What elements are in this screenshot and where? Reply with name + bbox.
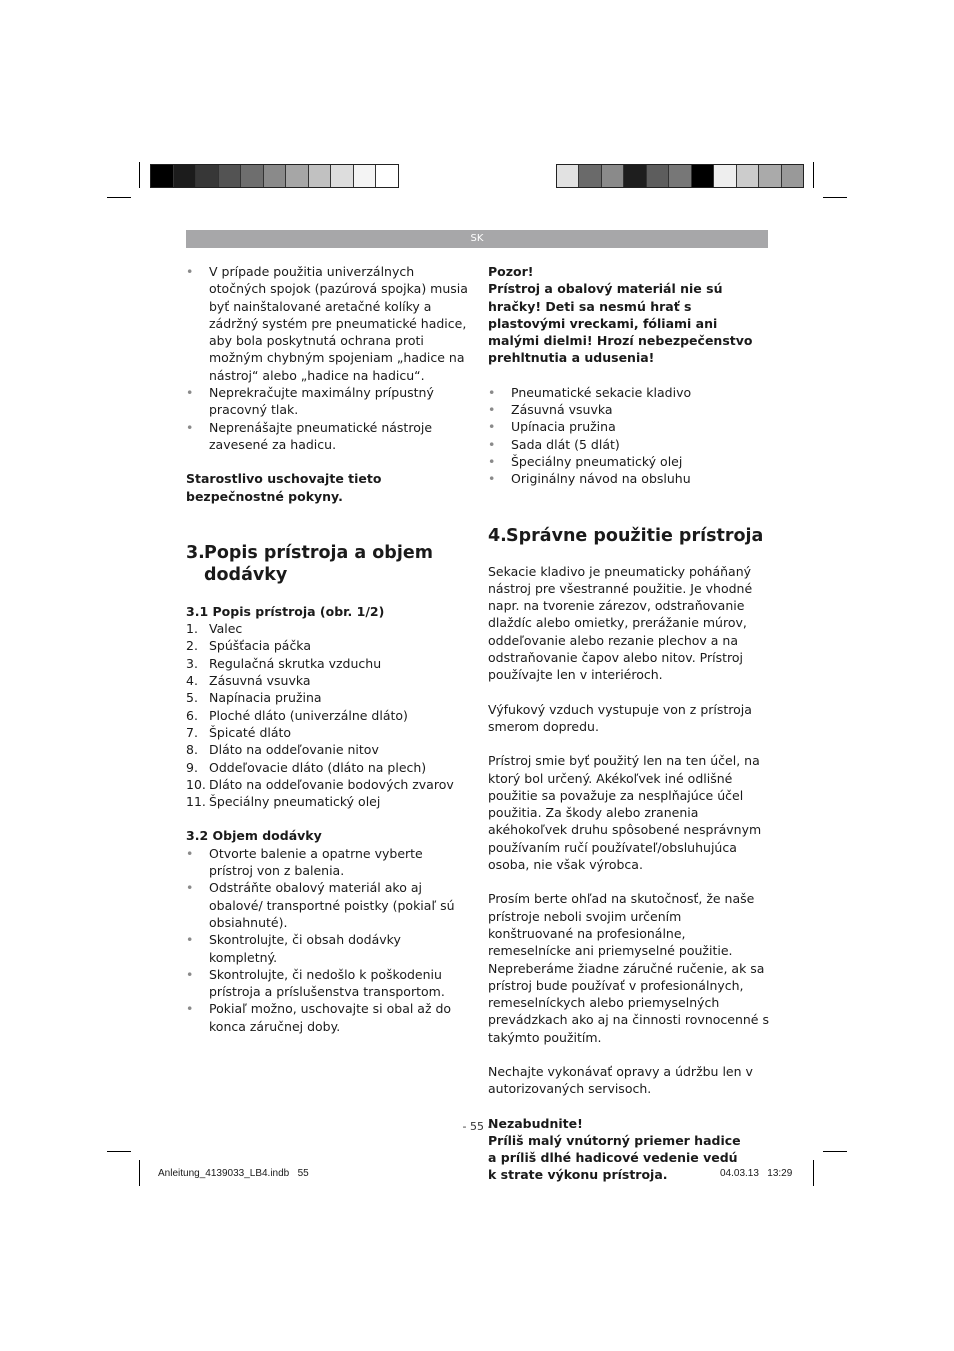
item-text: Špicaté dláto [209,724,292,740]
color-swatch [331,165,354,187]
paragraph: Prosím berte ohľad na skutočnosť, že naše prístroje neboli svojim určením konštruované na profesionálne, remeselnícke ani priemyselné použitie. Nepreberáme žiadne záručné ručenie, ak sa prístroj bude používať v profesionálnych, remeselníckych alebo priemyselných prevádzkach ako aj na činnosti rovnocenné s takýmto použitím. [488,891,769,1045]
warning-title: Pozor! [488,264,534,279]
list-item: • Pokiaľ možno, uschovajte si obal až do konca záručnej doby. [186,1000,468,1035]
color-swatch [376,165,398,187]
item-number: 4. [186,673,198,689]
color-swatch [579,165,601,187]
color-swatch [692,165,714,187]
item-text: Oddeľovacie dláto (dláto na plech) [209,759,427,775]
page-number: - 55 - [462,1120,492,1133]
paragraph: Výfukový vzduch vystupuje von z prístroja smerom dopredu. [488,701,752,734]
right-column [488,263,770,1184]
list-item [186,620,468,637]
note-line: Príliš malý vnútorný priemer hadice [488,1132,741,1148]
item-number: 2. [186,638,198,654]
list-item: • Neprenášajte pneumatické nástroje zavesené za hadicu. [186,419,468,454]
list-item [186,707,468,724]
color-swatch [309,165,332,187]
item-text: Regulačná skrutka vzduchu [209,655,382,671]
color-swatch [737,165,759,187]
crop-mark [139,1160,140,1186]
footer-filename: Anleitung_4139033_LB4.indb 55 [158,1168,309,1179]
crop-mark [813,162,814,188]
item-text: Napínacia pružina [209,690,322,706]
list-item: • Neprekračujte maximálny prípustný pracovný tlak. [186,384,468,419]
color-swatch [759,165,781,187]
warning-text: Prístroj a obalový materiál nie sú hračky! Deti sa nesmú hrať s plastovými vreckami, fóliami ani malými dielmi! Hrozí nebezpečenstvo prehltnutia a udusenia! [488,281,753,366]
item-text: Špeciálny pneumatický olej [209,794,381,810]
color-swatch [219,165,242,187]
color-swatch [151,165,174,187]
crop-mark [823,197,847,198]
crop-mark [107,197,131,198]
color-swatch [669,165,691,187]
language-header: SK [186,230,768,248]
item-text: Dláto na oddeľovanie bodových zvarov [209,776,454,792]
color-swatch [264,165,287,187]
list-item: • Otvorte balenie a opatrne vyberte prístroj von z balenia. [186,845,468,880]
list-item: • V prípade použitia univerzálnych otočných spojok (pazúrová spojka) musia byť nainštalované aretačné kolíky a zádržný systém pre pneumatické hadice, aby bola poskytnutá ochrana proti možným chybným spojeniam „hadice na nástroj“ alebo „hadice na hadicu“. [186,263,468,384]
item-text: Spúšťacia páčka [209,638,311,654]
color-swatch [196,165,219,187]
list-item [186,672,468,689]
list-item: • Originálny návod na obsluhu [488,470,770,487]
item-text: Zásuvná vsuvka [209,673,311,689]
delivery-bullets [186,845,468,1035]
section-title-cont: dodávky [204,564,288,585]
paragraph: Nechajte vykonávať opravy a údržbu len v autorizovaných servisoch. [488,1063,753,1097]
section-number: 3. [186,542,205,563]
color-swatch [286,165,309,187]
color-swatch [647,165,669,187]
list-item [186,776,468,793]
item-number: 8. [186,742,198,758]
footer-date: 04.03.13 13:29 [720,1168,793,1179]
section-title: Správne použitie prístroja [506,525,764,546]
subsection-3-1-heading: 3.1 Popis prístroja (obr. 1/2) [186,603,385,619]
section-4-heading [488,525,770,547]
color-swatch [602,165,624,187]
crop-mark [107,1151,131,1152]
color-bar-left [150,164,399,188]
item-number: 11. [186,794,206,810]
item-number: 10. [186,776,206,792]
list-item: • Špeciálny pneumatický olej [488,453,770,470]
color-swatch [782,165,803,187]
note-line: a príliš dlhé hadicové vedenie vedú [488,1150,738,1166]
color-swatch [354,165,377,187]
color-swatch [241,165,264,187]
paragraph: Prístroj smie byť použitý len na ten účel, na ktorý bol určený. Akékoľvek iné odlišné použitie sa považuje za nesplňajúce účel použitia. Za škody alebo zranenia akéhokoľvek druhu spôsobené nesprávnym používaním ručí používateľ/obsluhujúca osoba, nie však výrobca. [488,753,762,873]
section-number: 4. [488,525,507,546]
crop-mark [823,1151,847,1152]
crop-mark [139,162,140,188]
crop-mark [813,1160,814,1186]
contents-list [488,384,770,488]
keep-instructions-note: Starostlivo uschovajte tieto bezpečnostné pokyny. [186,471,382,504]
color-swatch [557,165,579,187]
item-text: Ploché dláto (univerzálne dláto) [209,707,408,723]
list-item [186,793,468,810]
item-number: 5. [186,690,198,706]
list-item [186,637,468,654]
item-number: 7. [186,724,198,740]
color-swatch [174,165,197,187]
color-swatch [714,165,736,187]
list-item: • Upínacia pružina [488,418,770,435]
item-text: Dláto na oddeľovanie nitov [209,742,379,758]
safety-bullets [186,263,468,453]
item-number: 9. [186,759,198,775]
color-bar-right [556,164,804,188]
list-item: • Skontrolujte, či obsah dodávky kompletný. [186,931,468,966]
color-swatch [624,165,646,187]
item-text: Valec [209,621,243,637]
paragraph: Sekacie kladivo je pneumaticky poháňaný nástroj pre všestranné použitie. Je vhodné napr. na tvorenie zárezov, odstraňovanie dlaždíc alebo omietky, prerážanie múrov, oddeľovanie alebo rezanie plechov a na odstraňovanie čapov alebo nitov. Prístroj používajte len v interiéroch. [488,563,753,683]
note-title: Nezabudnite! [488,1115,583,1131]
list-item [186,741,468,758]
list-item [186,689,468,706]
list-item [186,724,468,741]
section-3-heading [186,542,468,586]
note-line: k strate výkonu prístroja. [488,1167,668,1183]
item-number: 1. [186,621,198,637]
left-column [186,263,468,1035]
list-item [186,759,468,776]
section-title: Popis prístroja a objem [204,542,433,563]
list-item: • Pneumatické sekacie kladivo [488,384,770,401]
list-item: • Skontrolujte, či nedošlo k poškodeniu prístroja a príslušenstva transportom. [186,966,468,1001]
list-item: • Sada dlát (5 dlát) [488,436,770,453]
item-number: 6. [186,707,198,723]
subsection-3-2-heading: 3.2 Objem dodávky [186,828,322,844]
list-item: • Zásuvná vsuvka [488,401,770,418]
list-item: • Odstráňte obalový materiál ako aj obalové/ transportné poistky (pokiaľ sú obsiahnuté). [186,879,468,931]
parts-list [186,620,468,810]
item-number: 3. [186,655,198,671]
list-item [186,655,468,672]
